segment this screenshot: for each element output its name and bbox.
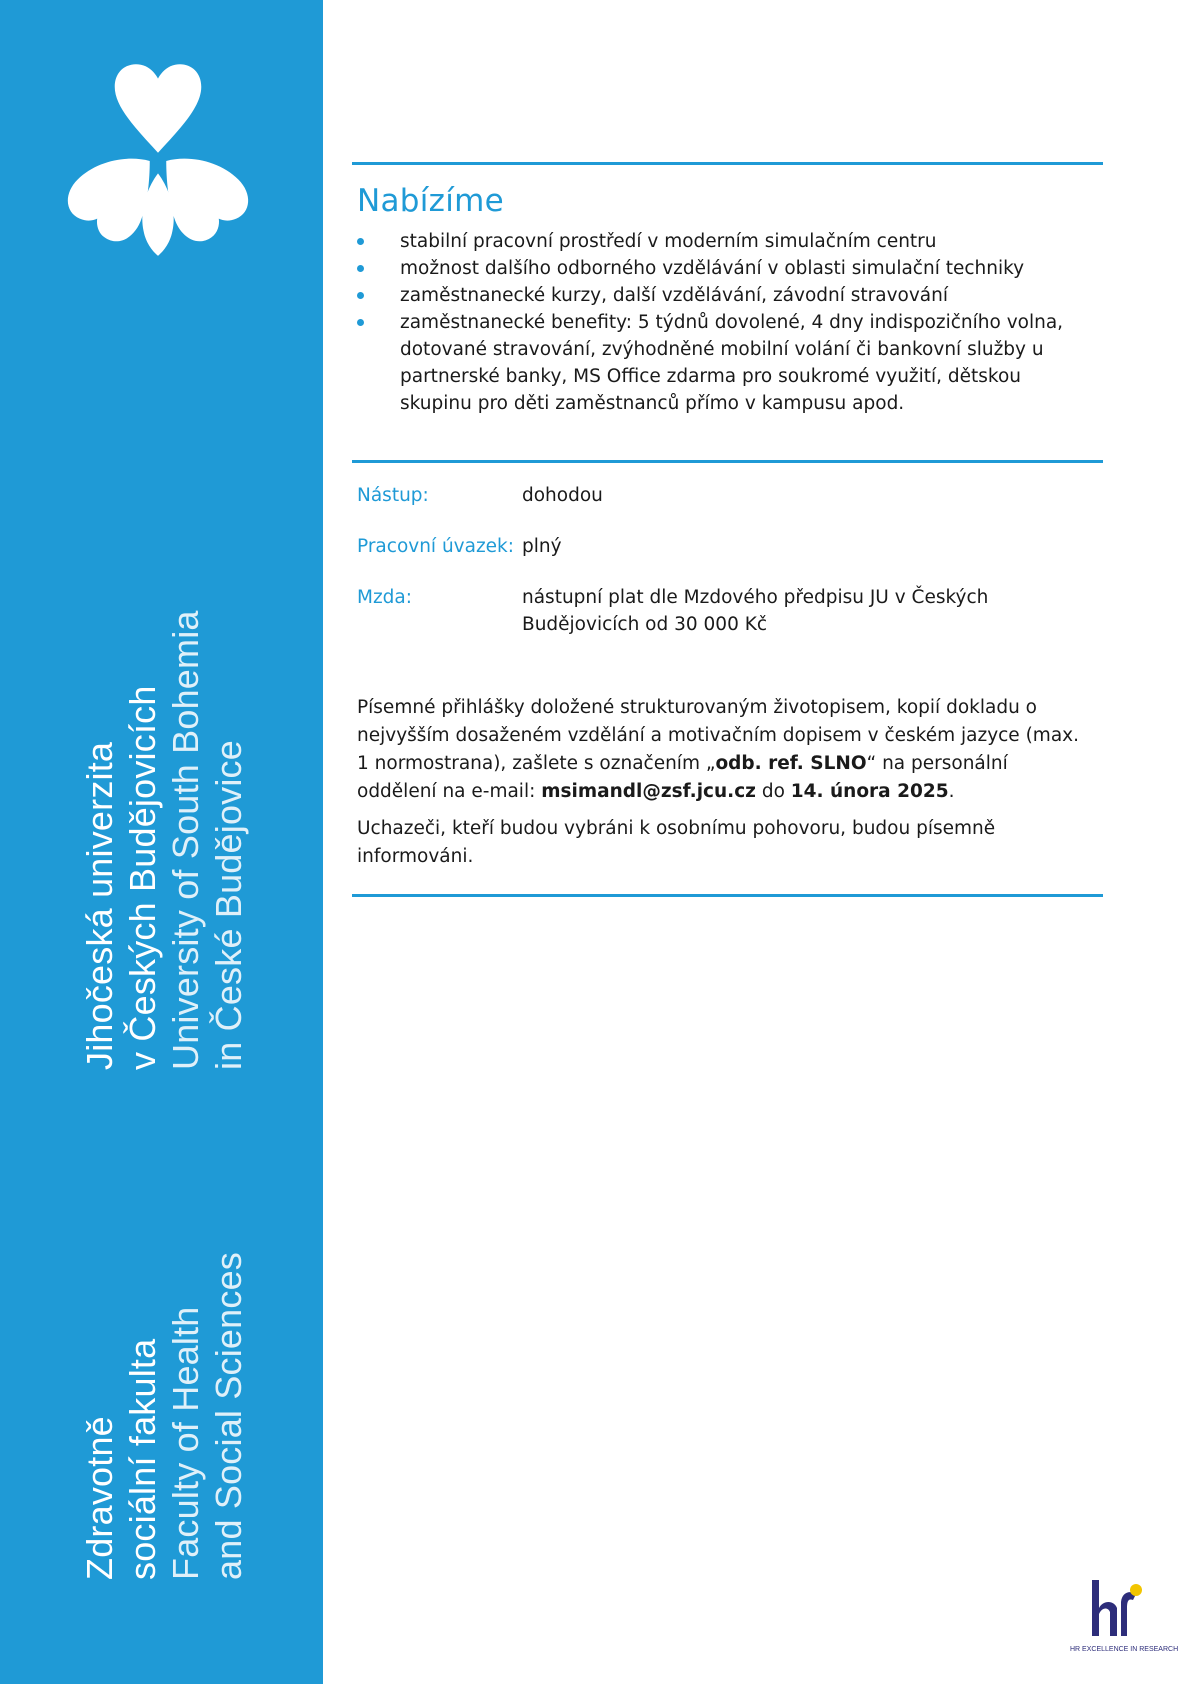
university-name-cz-line-1: Jihočeská univerzita [79,741,120,1070]
offer-item-text: stabilní pracovní prostředí v moderním simulačním centru [400,231,937,252]
bullet-icon [357,292,364,299]
bullet-icon [357,265,364,272]
term-row-workload [357,533,1087,560]
term-value: plný [522,536,562,557]
offer-item-text: možnost dalšího odborného vzdělávání v oblasti simulační techniky [400,258,1025,279]
employment-terms [357,482,1087,662]
faculty-name-en-line-1: Faculty of Health [165,1306,206,1580]
bullet-icon [357,319,364,326]
term-label: Nástup: [357,485,429,506]
section-divider-middle [352,460,1103,463]
term-row-start [357,482,1087,509]
four-heart-clover-icon [55,58,261,264]
term-value: dohodou [522,485,603,506]
faculty-name-cz-line-2: sociální fakulta [122,1338,163,1580]
interview-note: Uchazeči, kteří budou vybráni k osobnímu pohovoru, budou písemně informováni. [357,818,996,867]
term-label: Pracovní úvazek: [357,536,515,557]
hr-excellence-caption: HR EXCELLENCE IN RESEARCH [1070,1646,1179,1653]
application-text: do [755,781,791,802]
section-divider-bottom [352,894,1103,897]
bullet-icon [357,238,364,245]
sidebar [0,0,323,1684]
offer-item [357,228,1077,255]
faculty-name-en-line-2: and Social Sciences [208,1252,249,1580]
application-text: . [948,781,955,802]
university-name-block [78,610,250,1070]
term-label: Mzda: [357,587,412,608]
university-name-cz-line-2: v Českých Budějovicích [122,685,163,1070]
application-deadline: 14. února 2025 [790,781,949,802]
offer-item-text: zaměstnanecké benefity: 5 týdnů dovolené, 4 dny indispozičního volna, dotované stravování, zvýhodněné mobilní volání či bankovní služby u partnerské banky, MS Office zdarma pro soukromé využití, dětskou skupinu pro děti zaměstnanců přímo v kampusu apod. [400,312,1064,414]
term-row-salary [357,584,1087,638]
offers-heading: Nabízíme [357,183,505,219]
contact-email-link[interactable]: msimandl@zsf.jcu.cz [541,781,756,802]
offer-item [357,282,1077,309]
application-text: “ na personální oddělení na e-mail: [357,753,1008,802]
university-name-en-line-2: in České Budějovice [208,740,249,1070]
faculty-name-cz-line-1: Zdravotně [79,1416,120,1580]
application-instructions [357,694,1087,806]
faculty-name-block [78,1070,250,1580]
offer-item-text: zaměstnanecké kurzy, další vzdělávání, závodní stravování [400,285,948,306]
offer-item [357,255,1077,282]
institution-names [78,610,250,1580]
offers-list [357,228,1077,417]
term-value: nástupní plat dle Mzdového předpisu JU v Českých Budějovicích od 30 000 Kč [522,587,989,635]
reference-code: odb. ref. SLNO [715,753,867,774]
offer-item [357,309,1077,417]
university-name-en-line-1: University of South Bohemia [165,610,206,1070]
section-divider-top [352,162,1103,165]
application-text: Písemné přihlášky doložené strukturovaným životopisem, kopií dokladu o nejvyšším dosaženém vzdělání a motivačním dopisem v českém jazyce (max. 1 normostrana), zašlete s označením „ [357,697,1079,774]
hr-excellence-icon [1070,1578,1158,1640]
